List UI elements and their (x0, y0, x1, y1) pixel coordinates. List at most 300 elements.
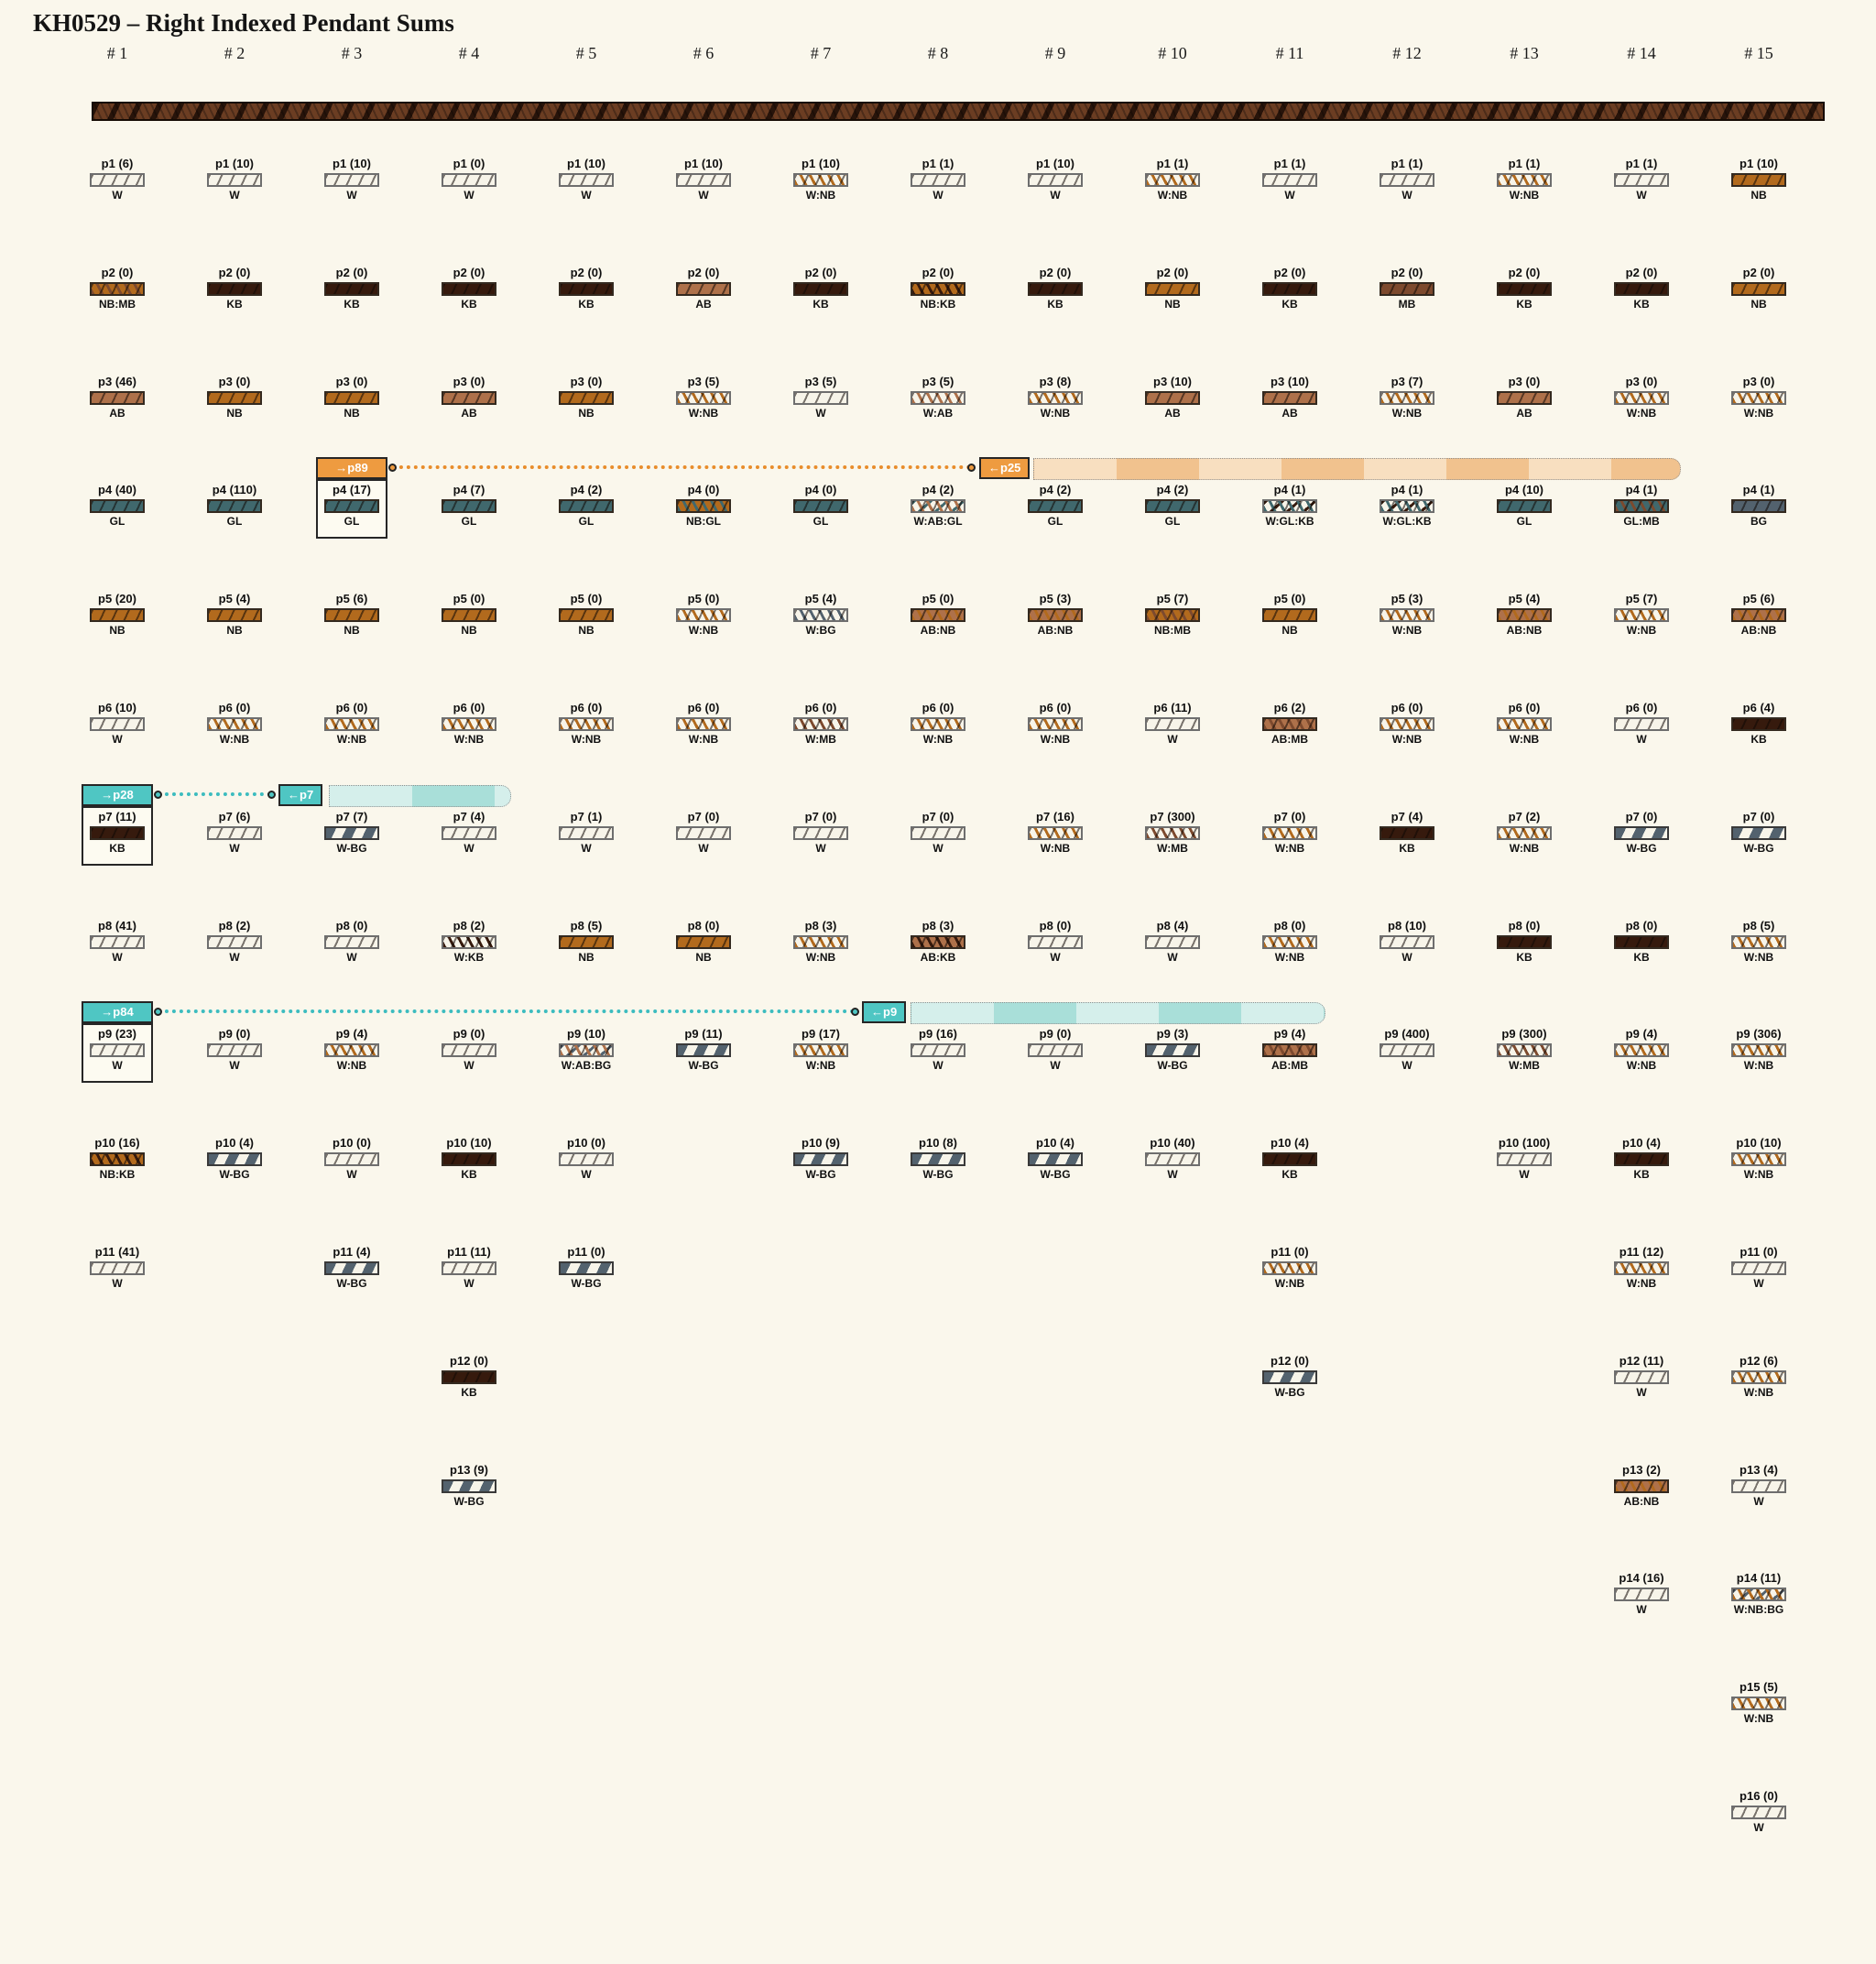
pendant-cell (1466, 592, 1583, 638)
connector-endpoint (967, 464, 976, 472)
pendant-label: p7 (11) (98, 810, 136, 824)
pendant-color-code: NB (578, 407, 594, 420)
pendant-cell (1231, 1136, 1348, 1182)
pendant-label: p7 (0) (1742, 810, 1775, 824)
pendant-label: p7 (0) (804, 810, 837, 824)
pendant-cell (879, 1136, 997, 1182)
pendant-label: p3 (0) (1742, 375, 1775, 388)
pendant-color-code: W:MB (1509, 1059, 1540, 1072)
pendant-cell (1114, 1136, 1231, 1182)
pendant-label: p10 (8) (919, 1136, 957, 1150)
pendant-bar (90, 391, 145, 405)
pendant-color-code: BG (1751, 515, 1767, 528)
pendant-cell (879, 157, 997, 202)
pendant-color-code: W:NB (1743, 951, 1774, 964)
pendant-cell (176, 483, 293, 529)
pendant-label: p2 (0) (1039, 266, 1072, 279)
pendant-color-code: W:NB (1626, 407, 1657, 420)
pendant-color-code: W (1167, 733, 1178, 746)
pendant-label: p10 (10) (1736, 1136, 1782, 1150)
pendant-color-code: AB (695, 298, 712, 311)
pendant-bar (1028, 717, 1083, 731)
pendant-bar (793, 717, 848, 731)
pendant-cell (410, 810, 528, 856)
pendant-cell (762, 810, 879, 856)
pendant-cell (59, 157, 176, 202)
pendant-cell (528, 1245, 645, 1291)
pendant-cell (1700, 157, 1817, 202)
pendant-label: p4 (1) (1625, 483, 1658, 496)
pendant-label: p1 (6) (101, 157, 134, 170)
pendant-label: p2 (0) (1625, 266, 1658, 279)
pendant-color-code: AB:NB (1740, 624, 1777, 637)
pendant-label: p9 (0) (453, 1027, 485, 1041)
pendant-cell (762, 157, 879, 202)
pendant-bar (1497, 391, 1552, 405)
pendant-cell (176, 375, 293, 420)
pendant-bar (559, 173, 614, 187)
pendant-color-code: W (1402, 189, 1412, 202)
pendant-bar (676, 499, 731, 513)
pendant-label: p9 (11) (684, 1027, 723, 1041)
pendant-cell (176, 1027, 293, 1073)
pendant-color-code: KB (1516, 951, 1532, 964)
pendant-bar (1731, 1152, 1786, 1166)
pendant-cell (997, 1136, 1114, 1182)
pendant-bar (1262, 717, 1317, 731)
pendant-bar (442, 173, 496, 187)
pendant-color-code: W (1050, 1059, 1061, 1072)
pendant-color-code: W:NB (805, 951, 836, 964)
pendant-color-code: W-BG (219, 1168, 250, 1181)
pendant-label: p6 (0) (1508, 701, 1541, 715)
pendant-label: p4 (40) (98, 483, 136, 496)
pendant-label: p4 (0) (804, 483, 837, 496)
pendant-bar (559, 282, 614, 296)
pendant-label: p8 (5) (570, 919, 603, 933)
pendant-color-code: KB (1633, 951, 1650, 964)
pendant-cell (1700, 1463, 1817, 1509)
pendant-bar (442, 826, 496, 840)
pendant-color-code: W (229, 1059, 240, 1072)
pendant-bar (207, 499, 262, 513)
pendant-bar (911, 499, 965, 513)
pendant-color-code: NB (226, 624, 243, 637)
pendant-cell (176, 592, 293, 638)
pendant-cell (410, 1354, 528, 1400)
pendant-bar (1145, 173, 1200, 187)
pendant-label: p3 (10) (1153, 375, 1192, 388)
pendant-bar (1262, 282, 1317, 296)
pendant-bar (559, 499, 614, 513)
pendant-label: p9 (300) (1501, 1027, 1547, 1041)
pendant-bar (676, 173, 731, 187)
pendant-bar (1145, 608, 1200, 622)
pendant-color-code: W:NB (1391, 733, 1423, 746)
pendant-color-code: W (1402, 1059, 1412, 1072)
pendant-color-code: W:MB (1157, 842, 1188, 855)
pendant-cell (997, 375, 1114, 420)
pendant-color-code: W (1636, 1603, 1647, 1616)
pendant-bar (1262, 935, 1317, 949)
pendant-label: p4 (2) (1039, 483, 1072, 496)
pendant-label: p1 (1) (1273, 157, 1306, 170)
pendant-cell (1114, 483, 1231, 529)
pendant-label: p6 (0) (453, 701, 485, 715)
pendant-color-code: AB:MB (1271, 1059, 1308, 1072)
pendant-label: p3 (8) (1039, 375, 1072, 388)
pendant-color-code: W (581, 1168, 592, 1181)
pendant-label: p13 (4) (1740, 1463, 1778, 1477)
pendant-bar (676, 717, 731, 731)
pendant-color-code: GL (1164, 515, 1181, 528)
pendant-color-code: W:AB:GL (913, 515, 963, 528)
pendant-bar (90, 717, 145, 731)
pendant-label: p2 (0) (1508, 266, 1541, 279)
pendant-bar (1262, 391, 1317, 405)
pendant-bar (1145, 282, 1200, 296)
pendant-bar (442, 1152, 496, 1166)
pendant-color-code: W (815, 842, 826, 855)
connector-endpoint (267, 791, 276, 799)
pendant-cell (1700, 919, 1817, 965)
pendant-bar (442, 1043, 496, 1057)
pendant-label: p4 (2) (570, 483, 603, 496)
pendant-label: p3 (0) (570, 375, 603, 388)
pendant-bar (442, 282, 496, 296)
pendant-label: p6 (4) (1742, 701, 1775, 715)
pendant-cell (645, 701, 762, 747)
pendant-bar (1497, 1043, 1552, 1057)
pendant-bar (1497, 935, 1552, 949)
pendant-bar (1731, 1370, 1786, 1384)
pendant-bar (1731, 282, 1786, 296)
pendant-cell (762, 701, 879, 747)
pendant-label: p8 (0) (1508, 919, 1541, 933)
pendant-label: p10 (40) (1150, 1136, 1195, 1150)
pendant-cell (59, 375, 176, 420)
pendant-label: p5 (0) (922, 592, 954, 606)
pendant-color-code: NB:KB (99, 1168, 136, 1181)
pendant-cell (293, 1027, 410, 1073)
pendant-cell (879, 483, 997, 529)
pendant-bar (90, 1261, 145, 1275)
connector-endpoint (851, 1008, 859, 1016)
pendant-label: p8 (41) (98, 919, 136, 933)
pendant-label: p4 (2) (1156, 483, 1189, 496)
pendant-label: p10 (0) (567, 1136, 605, 1150)
pendant-label: p1 (0) (453, 157, 485, 170)
pendant-label: p7 (2) (1508, 810, 1541, 824)
pendant-cell (1700, 1245, 1817, 1291)
pendant-label: p3 (10) (1271, 375, 1309, 388)
pendant-bar (1145, 391, 1200, 405)
column-header: # 11 (1275, 44, 1304, 62)
pendant-bar (324, 717, 379, 731)
pendant-color-code: W (1050, 951, 1061, 964)
pendant-label: p11 (41) (94, 1245, 140, 1259)
pendant-label: p13 (2) (1622, 1463, 1661, 1477)
pendant-cell (1114, 375, 1231, 420)
pendant-label: p8 (0) (1625, 919, 1658, 933)
pendant-label: p7 (7) (335, 810, 368, 824)
pendant-color-code: KB (1751, 733, 1767, 746)
pendant-cell (1466, 810, 1583, 856)
pendant-bar (1614, 282, 1669, 296)
pendant-bar (1614, 391, 1669, 405)
pendant-label: p6 (0) (922, 701, 954, 715)
pendant-bar (559, 935, 614, 949)
pendant-cell (410, 1463, 528, 1509)
pendant-cell (645, 483, 762, 529)
column-header: # 14 (1627, 44, 1656, 62)
pendant-color-code: W (112, 189, 123, 202)
pendant-label: p11 (11) (447, 1245, 491, 1259)
pendant-bar (90, 173, 145, 187)
column-header: # 10 (1158, 44, 1187, 62)
pendant-label: p4 (110) (212, 483, 257, 496)
pendant-cell (1231, 1027, 1348, 1073)
pendant-label: p7 (0) (1625, 810, 1658, 824)
pendant-bar (559, 717, 614, 731)
pendant-color-code: W-BG (336, 842, 367, 855)
pendant-color-code: W (933, 1059, 943, 1072)
pendant-label: p6 (0) (687, 701, 720, 715)
pendant-color-code: AB:NB (1623, 1495, 1660, 1508)
pendant-cell (59, 1136, 176, 1182)
pendant-cell (1348, 483, 1466, 529)
pendant-cell (997, 1027, 1114, 1073)
pendant-cell (997, 592, 1114, 638)
pendant-cell (1348, 375, 1466, 420)
pendant-label: p2 (0) (1391, 266, 1423, 279)
pendant-cell (1231, 266, 1348, 311)
pendant-bar (911, 391, 965, 405)
pendant-color-code: W:NB:BG (1733, 1603, 1784, 1616)
pendant-bar (90, 1043, 145, 1057)
pendant-color-code: W:NB (1626, 1059, 1657, 1072)
pendant-label: p8 (5) (1742, 919, 1775, 933)
pendant-bar (207, 935, 262, 949)
pendant-color-code: W:NB (1626, 1277, 1657, 1290)
pendant-color-code: W:NB (336, 1059, 367, 1072)
pendant-cell (1114, 810, 1231, 856)
pendant-cell (762, 919, 879, 965)
pendant-color-code: AB (1516, 407, 1532, 420)
pendant-cell (1231, 919, 1348, 965)
annotation-tag-from: →p28 (82, 784, 153, 806)
pendant-cell (997, 701, 1114, 747)
column-header: # 5 (575, 44, 597, 62)
pendant-bar (676, 391, 731, 405)
pendant-bar (1028, 173, 1083, 187)
pendant-label: p9 (4) (1273, 1027, 1306, 1041)
pendant-color-code: KB (1282, 1168, 1298, 1181)
pendant-color-code: NB (1751, 189, 1767, 202)
pendant-label: p4 (17) (333, 483, 371, 496)
pendant-label: p8 (4) (1156, 919, 1189, 933)
pendant-cell (1348, 266, 1466, 311)
pendant-bar (676, 608, 731, 622)
pendant-color-code: W (229, 842, 240, 855)
pendant-color-code: W (229, 951, 240, 964)
pendant-cell (1114, 157, 1231, 202)
pendant-label: p5 (0) (453, 592, 485, 606)
pendant-bar (1028, 391, 1083, 405)
pendant-box (82, 1023, 153, 1083)
pendant-label: p11 (0) (567, 1245, 605, 1259)
pendant-color-code: W (933, 189, 943, 202)
pendant-cell (293, 1136, 410, 1182)
pendant-label: p9 (16) (919, 1027, 957, 1041)
pendant-cell (645, 266, 762, 311)
pendant-color-code: AB:NB (920, 624, 956, 637)
pendant-cell (1231, 701, 1348, 747)
pendant-color-code: W:NB (1040, 407, 1071, 420)
pendant-bar (911, 826, 965, 840)
pendant-bar (1614, 173, 1669, 187)
pendant-bar (911, 935, 965, 949)
pendant-bar (1731, 608, 1786, 622)
pendant-color-code: KB (1633, 1168, 1650, 1181)
pendant-label: p11 (0) (1740, 1245, 1778, 1259)
pendant-cell (293, 919, 410, 965)
pendant-bar (1380, 391, 1434, 405)
pendant-color-code: W:NB (1040, 842, 1071, 855)
pendant-color-code: W:NB (922, 733, 954, 746)
pendant-color-code: W (1050, 189, 1061, 202)
pendant-cell (879, 810, 997, 856)
pendant-cell (410, 483, 528, 529)
pendant-cell (879, 592, 997, 638)
pendant-label: p5 (3) (1391, 592, 1423, 606)
pendant-color-code: W:NB (688, 733, 719, 746)
pendant-color-code: GL (226, 515, 243, 528)
pendant-bar (207, 282, 262, 296)
pendant-label: p15 (5) (1740, 1680, 1778, 1694)
pendant-color-code: NB (461, 624, 477, 637)
pendant-label: p4 (10) (1505, 483, 1543, 496)
page-title: KH0529 – Right Indexed Pendant Sums (33, 9, 454, 37)
pendant-label: p1 (1) (1156, 157, 1189, 170)
pendant-cell (410, 157, 528, 202)
pendant-bar (1028, 935, 1083, 949)
pendant-cell (410, 701, 528, 747)
pendant-color-code: AB (109, 407, 125, 420)
annotation-connector (158, 792, 271, 796)
pendant-color-code: W:NB (453, 733, 485, 746)
pendant-color-code: W:NB (688, 407, 719, 420)
pendant-label: p5 (20) (98, 592, 136, 606)
pendant-label: p1 (1) (1508, 157, 1541, 170)
pendant-bar (1731, 391, 1786, 405)
pendant-label: p7 (0) (687, 810, 720, 824)
pendant-color-code: GL (578, 515, 594, 528)
pendant-cell (1700, 1354, 1817, 1400)
pendant-color-code: W-BG (1274, 1386, 1305, 1399)
pendant-label: p6 (0) (335, 701, 368, 715)
pendant-color-code: NB:KB (920, 298, 956, 311)
pendant-label: p10 (9) (802, 1136, 840, 1150)
pendant-label: p12 (6) (1740, 1354, 1778, 1368)
pendant-bar (559, 608, 614, 622)
column-header: # 8 (927, 44, 949, 62)
pendant-color-code: NB (344, 624, 360, 637)
pendant-bar (90, 826, 145, 840)
pendant-label: p7 (300) (1150, 810, 1195, 824)
pendant-cell (293, 157, 410, 202)
pendant-label: p10 (0) (333, 1136, 371, 1150)
pendant-cell (410, 919, 528, 965)
connector-endpoint (388, 464, 397, 472)
pendant-cell (1700, 1571, 1817, 1617)
pendant-color-code: W (933, 842, 943, 855)
pendant-cell (645, 919, 762, 965)
pendant-cell (59, 592, 176, 638)
pendant-color-code: W:NB (1743, 407, 1774, 420)
pendant-color-code: KB (344, 298, 360, 311)
pendant-bar (1614, 935, 1669, 949)
pendant-label: p5 (0) (687, 592, 720, 606)
pendant-bar (1497, 717, 1552, 731)
pendant-bar (1028, 826, 1083, 840)
pendant-label: p3 (0) (218, 375, 251, 388)
pendant-label: p10 (4) (1036, 1136, 1074, 1150)
pendant-color-code: W:NB (1743, 1712, 1774, 1725)
pendant-color-code: W-BG (688, 1059, 719, 1072)
pendant-label: p4 (2) (922, 483, 954, 496)
pendant-cell (1700, 375, 1817, 420)
pendant-cell (1466, 1136, 1583, 1182)
pendant-color-code: MB (1398, 298, 1416, 311)
pendant-color-code: KB (1047, 298, 1063, 311)
pendant-label: p9 (400) (1384, 1027, 1430, 1041)
pendant-color-code: W:NB (1509, 189, 1540, 202)
pendant-label: p5 (0) (570, 592, 603, 606)
pendant-label: p2 (0) (335, 266, 368, 279)
pendant-color-code: KB (813, 298, 829, 311)
pendant-label: p6 (11) (1153, 701, 1192, 715)
pendant-label: p7 (0) (1273, 810, 1306, 824)
pendant-bar (324, 1043, 379, 1057)
pendant-color-code: NB:MB (99, 298, 136, 311)
pendant-color-code: W:NB (688, 624, 719, 637)
pendant-label: p11 (12) (1619, 1245, 1664, 1259)
pendant-bar (1145, 935, 1200, 949)
pendant-bar (793, 935, 848, 949)
pendant-cell (645, 1027, 762, 1073)
pendant-color-code: W:NB (1040, 733, 1071, 746)
pendant-bar (1028, 282, 1083, 296)
pendant-label: p6 (0) (570, 701, 603, 715)
annotation-band (329, 785, 511, 807)
pendant-color-code: W:NB (1391, 407, 1423, 420)
pendant-color-code: W-BG (571, 1277, 602, 1290)
pendant-bar (1262, 826, 1317, 840)
pendant-label: p6 (0) (1039, 701, 1072, 715)
pendant-bar (793, 282, 848, 296)
pendant-color-code: W:NB (1743, 1386, 1774, 1399)
pendant-bar (1731, 826, 1786, 840)
pendant-label: p3 (0) (335, 375, 368, 388)
pendant-color-code: NB:MB (1154, 624, 1191, 637)
pendant-label: p6 (0) (1625, 701, 1658, 715)
pendant-cell (1583, 1245, 1700, 1291)
pendant-cell (1348, 810, 1466, 856)
pendant-cell (1700, 1680, 1817, 1726)
pendant-bar (90, 608, 145, 622)
pendant-color-code: W:NB (336, 733, 367, 746)
